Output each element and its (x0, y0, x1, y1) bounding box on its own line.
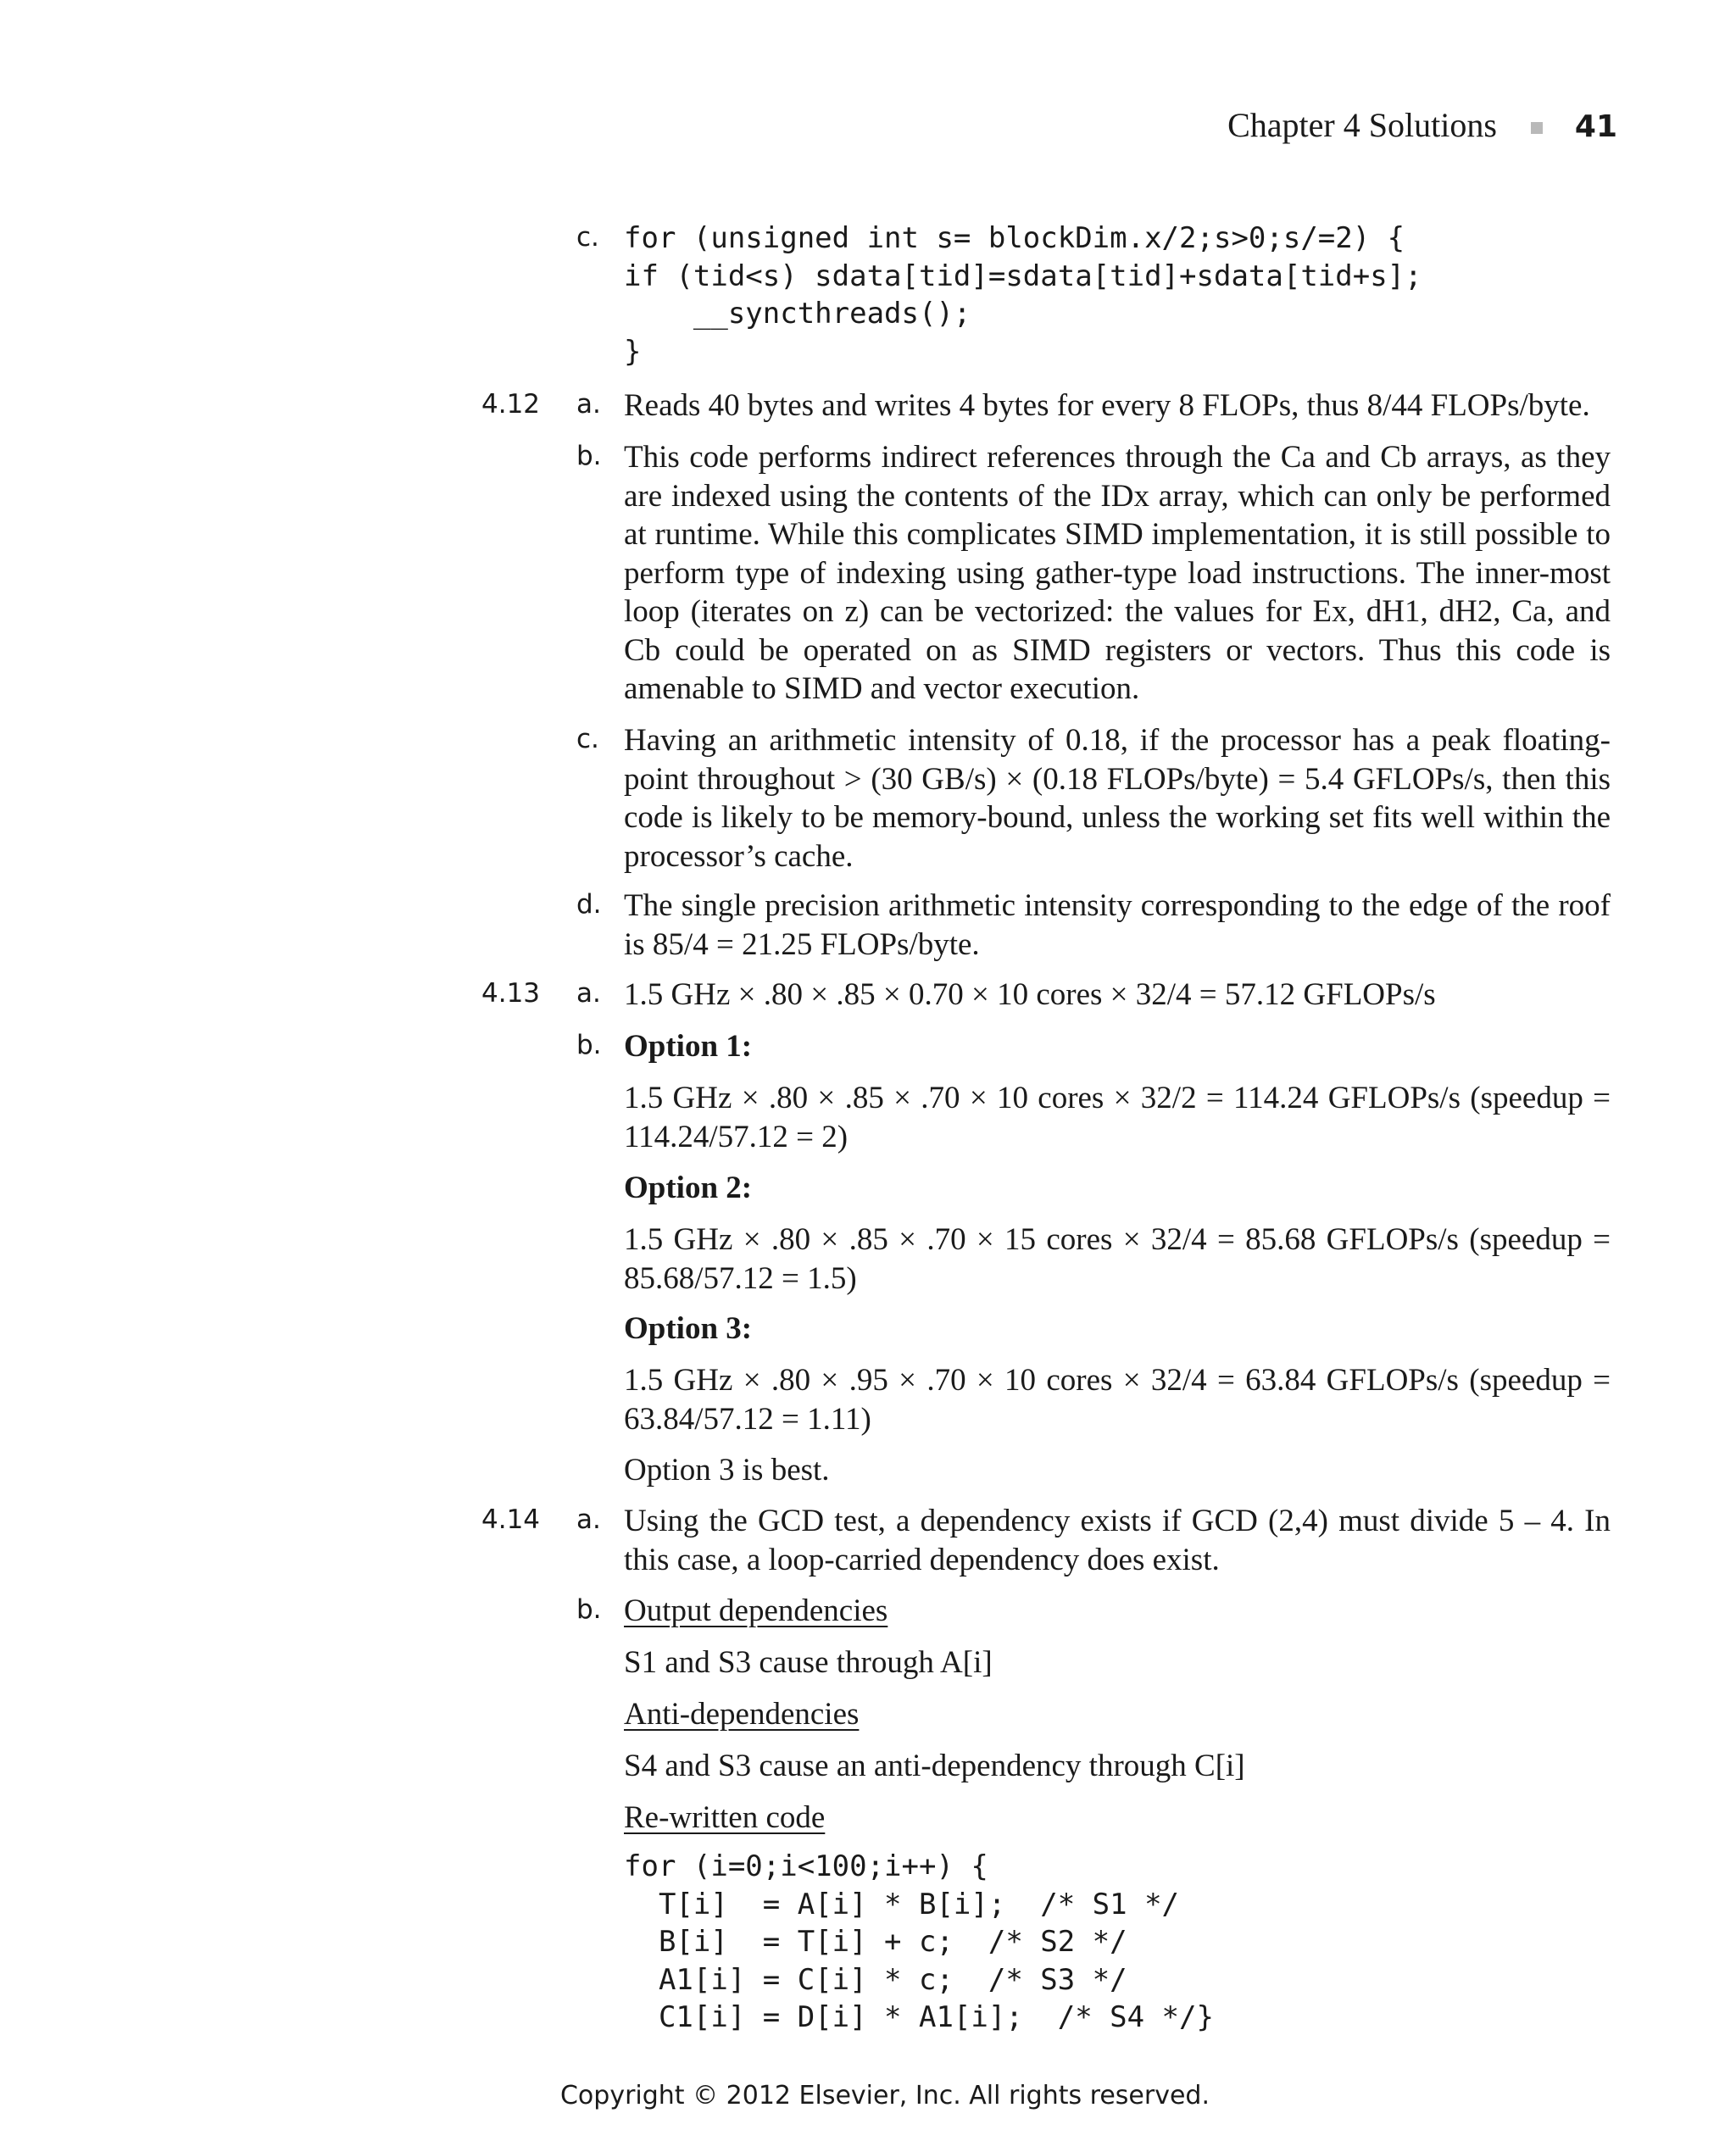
option-3-text: 1.5 GHz × .80 × .95 × .70 × 10 cores × 32/4 = 63.84 GFLOPs/s (speedup = 63.84/57.12 = 1.11) (624, 1363, 1611, 1437)
problem-number-4-14: 4.14 (481, 1504, 541, 1535)
running-header (1227, 105, 1617, 147)
separator-square-icon (1531, 122, 1543, 134)
item-letter-a-4-14: a. (576, 1504, 601, 1535)
rewritten-code-block: for (i=0;i<100;i++) { T[i] = A[i] * B[i]; /* S1 */ B[i] = T[i] + c; /* S2 */ A1[i] = C[i] * c; /* S3 */ C1[i] = D[i] * A1[i]; /* S4 */} (624, 1849, 1214, 2034)
option-1-title: Option 1: (624, 1029, 753, 1064)
answer-4-12-b: This code performs indirect references through the Ca and Cb arrays, as they are indexed using the contents of the IDx array, which can only be performed at runtime. While this complicates SIMD implementation, it is still possible to perform type of indexing using gather-type load instructions. The inner-most loop (iterates on z) can be vectorized: the values for Ex, dH1, dH2, Ca, and Cb could be operated on as SIMD registers or vectors. Thus this code is amenable to SIMD and vector execution. (624, 440, 1611, 706)
code-block-syncthreads: for (unsigned int s= blockDim.x/2;s>0;s/=2) { if (tid<s) sdata[tid]=sdata[tid]+sdata[tid+s]; __syncthreads(); } (624, 221, 1422, 369)
item-letter-b-4-13: b. (576, 1030, 602, 1060)
option-2-text: 1.5 GHz × .80 × .85 × .70 × 15 cores × 32/4 = 85.68 GFLOPs/s (speedup = 85.68/57.12 = 1.5) (624, 1222, 1611, 1296)
problem-number-4-13: 4.13 (481, 978, 541, 1009)
item-letter-d-4-12: d. (576, 889, 602, 920)
rewritten-code-heading-text: Re-written code (624, 1800, 826, 1835)
answer-4-13-a: 1.5 GHz × .80 × .85 × 0.70 × 10 cores × 32/4 = 57.12 GFLOPs/s (624, 977, 1436, 1012)
page-number: 41 (1574, 109, 1617, 144)
chapter-title: Chapter 4 Solutions (1227, 106, 1497, 144)
answer-4-12-d: The single precision arithmetic intensity corresponding to the edge of the roof is 85/4 = 21.25 FLOPs/byte. (624, 888, 1611, 962)
output-dependencies-heading-text: Output dependencies (624, 1593, 888, 1628)
rewritten-code-heading (624, 1799, 1611, 1838)
option-3-title: Option 3: (624, 1311, 753, 1346)
answer-4-14-a: Using the GCD test, a dependency exists if GCD (2,4) must divide 5 – 4. In this case, a loop-carried dependency does exist. (624, 1504, 1611, 1577)
answer-4-12-a: Reads 40 bytes and writes 4 bytes for every 8 FLOPs, thus 8/44 FLOPs/byte. (624, 388, 1590, 423)
option-1-text: 1.5 GHz × .80 × .85 × .70 × 10 cores × 32/2 = 114.24 GFLOPs/s (speedup = 114.24/57.12 = 2) (624, 1081, 1611, 1154)
item-letter-a-4-12: a. (576, 389, 601, 420)
option-2-title: Option 2: (624, 1171, 753, 1205)
anti-dependencies-text: S4 and S3 cause an anti-dependency through C[i] (624, 1749, 1245, 1783)
copyright-footer: Copyright © 2012 Elsevier, Inc. All rights reserved. (559, 2081, 1210, 2110)
item-letter-b-4-14: b. (576, 1594, 602, 1625)
option-conclusion: Option 3 is best. (624, 1453, 830, 1488)
output-dependencies-heading (624, 1592, 1611, 1631)
anti-dependencies-heading-text: Anti-dependencies (624, 1697, 860, 1732)
item-letter-b-4-12: b. (576, 441, 602, 471)
answer-4-12-c: Having an arithmetic intensity of 0.18, if the processor has a peak floating-point throughout > (30 GB/s) × (0.18 FLOPs/byte) = 5.4 GFLOPs/s, then this code is likely to be memory-bound, unless the working set fits well within the processor’s cache. (624, 723, 1611, 874)
item-letter-c-4-11: c. (576, 222, 599, 253)
problem-number-4-12: 4.12 (481, 389, 541, 420)
item-letter-c-4-12: c. (576, 724, 599, 754)
anti-dependencies-heading (624, 1695, 1611, 1734)
output-dependencies-text: S1 and S3 cause through A[i] (624, 1645, 993, 1680)
item-letter-a-4-13: a. (576, 978, 601, 1009)
